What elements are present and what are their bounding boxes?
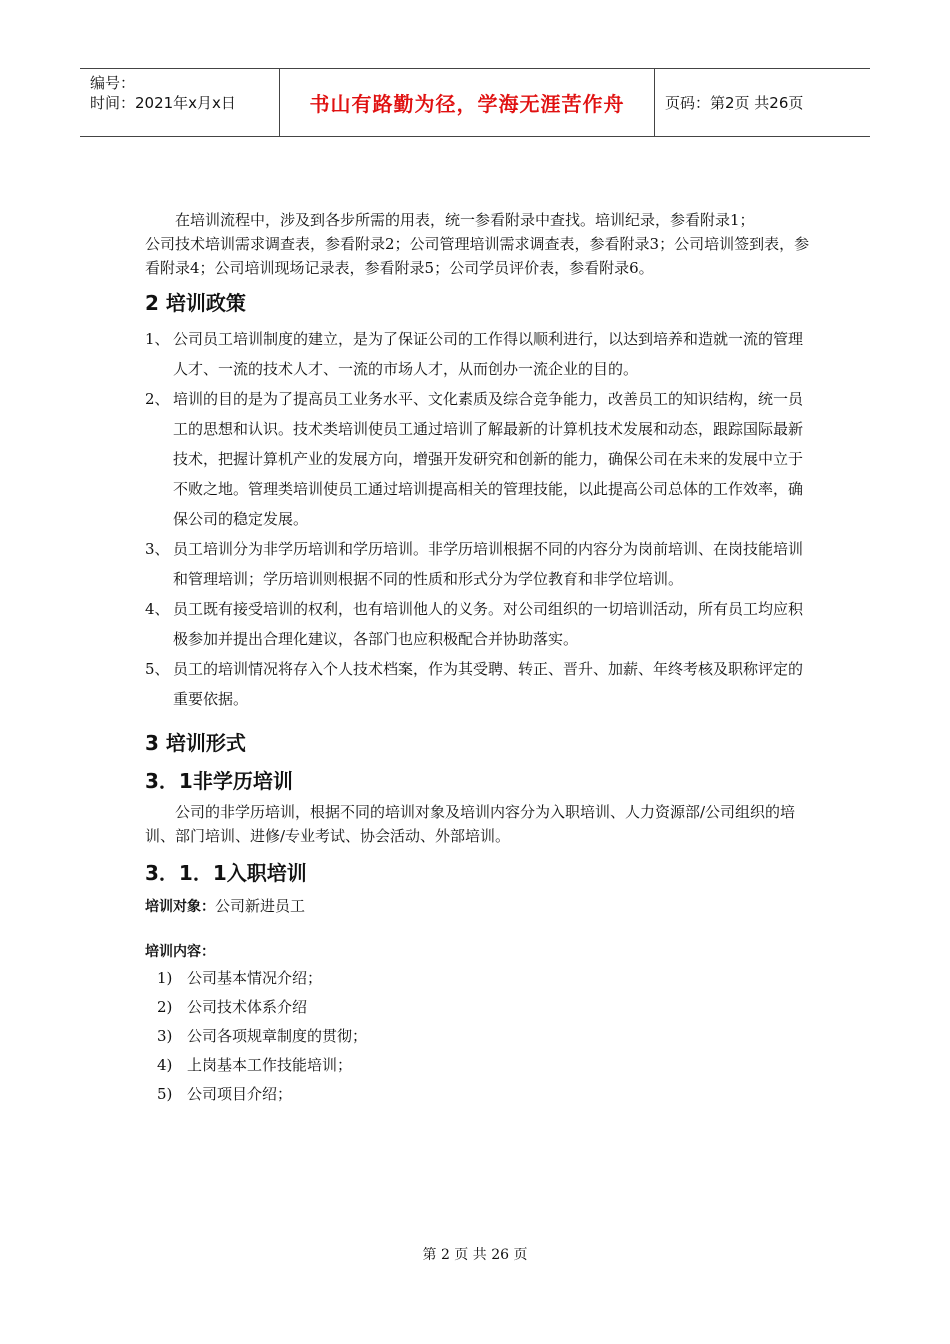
header-page-info: 页码：第2页 共26页 [665, 94, 804, 112]
policy-item-text: 员工培训分为非学历培训和学历培训。非学历培训根据不同的内容分为岗前培训、在岗技能培训和管理培训；学历培训则根据不同的性质和形式分为学位教育和非学位培训。 [173, 540, 804, 588]
training-content [145, 939, 810, 964]
policy-item-text: 培训的目的是为了提高员工业务水平、文化素质及综合竞争能力，改善员工的知识结构，统一员工的思想和认识。技术类培训使员工通过培训了解最新的计算机技术发展和动态，跟踪国际最新技术，把握计算机产业的发展方向，增强开发研究和创新的能力，确保公司在未来的发展中立于不败之地。管理类培训使员工通过培训提高相关的管理技能，以此提高公司总体的工作效率，确保公司的稳定发展。 [173, 390, 804, 528]
list-item [157, 1022, 810, 1051]
training-target [145, 894, 810, 919]
policy-item-number: 4、 [145, 600, 170, 618]
number-label: 编号： [90, 74, 136, 92]
list-item [157, 1051, 810, 1080]
section-3-1-1-title: 3．1．1入职培训 [145, 861, 307, 885]
header-motto: 书山有路勤为径，学海无涯苦作舟 [280, 69, 655, 136]
intro-paragraph-2: 公司技术培训需求调查表，参看附录2；公司管理培训需求调查表，参看附录3；公司培训签到表，参看附录4；公司培训现场记录表，参看附录5；公司学员评价表，参看附录6。 [145, 235, 810, 277]
list-item-text: 公司基本情况介绍； [187, 969, 323, 987]
policy-item-number: 1、 [145, 330, 170, 348]
policy-item [145, 534, 810, 594]
list-item-number: 5) [157, 1085, 173, 1103]
header-meta [80, 69, 280, 136]
section-2-title: 2 培训政策 [145, 291, 246, 315]
list-item-text: 公司技术体系介绍 [187, 998, 308, 1016]
policy-item-number: 3、 [145, 540, 170, 558]
document-body [145, 208, 810, 1109]
training-target-label: 培训对象： [145, 899, 215, 915]
list-item [157, 964, 810, 993]
policy-item [145, 594, 810, 654]
policy-item [145, 654, 810, 714]
training-content-list [145, 964, 810, 1109]
policy-item-text: 员工既有接受培训的权利，也有培训他人的义务。对公司组织的一切培训活动，所有员工均应积极参加并提出合理化建议，各部门也应积极配合并协助落实。 [173, 600, 804, 648]
page-footer: 第 2 页 共 26 页 [422, 1247, 528, 1263]
training-content-label: 培训内容： [145, 944, 215, 960]
page-header [80, 68, 870, 137]
list-item-text: 上岗基本工作技能培训； [187, 1056, 353, 1074]
policy-item-text: 公司员工培训制度的建立，是为了保证公司的工作得以顺利进行，以达到培养和造就一流的管理人才、一流的技术人才、一流的市场人才，从而创办一流企业的目的。 [173, 330, 804, 378]
policy-item [145, 324, 810, 384]
list-item-number: 4) [157, 1056, 173, 1074]
section-3-1-text: 公司的非学历培训，根据不同的培训对象及培训内容分为入职培训、人力资源部/公司组织的培训、部门培训、进修/专业考试、协会活动、外部培训。 [145, 803, 796, 845]
list-item-number: 1) [157, 969, 173, 987]
training-target-value: 公司新进员工 [215, 897, 306, 915]
section-3-1-title: 3．1非学历培训 [145, 769, 293, 793]
list-item-number: 3) [157, 1027, 173, 1045]
intro-paragraph: 在培训流程中，涉及到各步所需的用表，统一参看附录中查找。培训纪录，参看附录1； [175, 211, 755, 229]
section-3-title: 3 培训形式 [145, 731, 246, 755]
list-item [157, 993, 810, 1022]
policy-item-number: 5、 [145, 660, 170, 678]
policy-item-number: 2、 [145, 390, 170, 408]
list-item-text: 公司项目介绍； [187, 1085, 293, 1103]
time-label: 时间：2021年x月x日 [90, 94, 236, 112]
list-item-number: 2) [157, 998, 173, 1016]
list-item [157, 1080, 810, 1109]
list-item-text: 公司各项规章制度的贯彻； [187, 1027, 368, 1045]
policy-item [145, 384, 810, 534]
policy-item-text: 员工的培训情况将存入个人技术档案，作为其受聘、转正、晋升、加薪、年终考核及职称评定的重要依据。 [173, 660, 804, 708]
